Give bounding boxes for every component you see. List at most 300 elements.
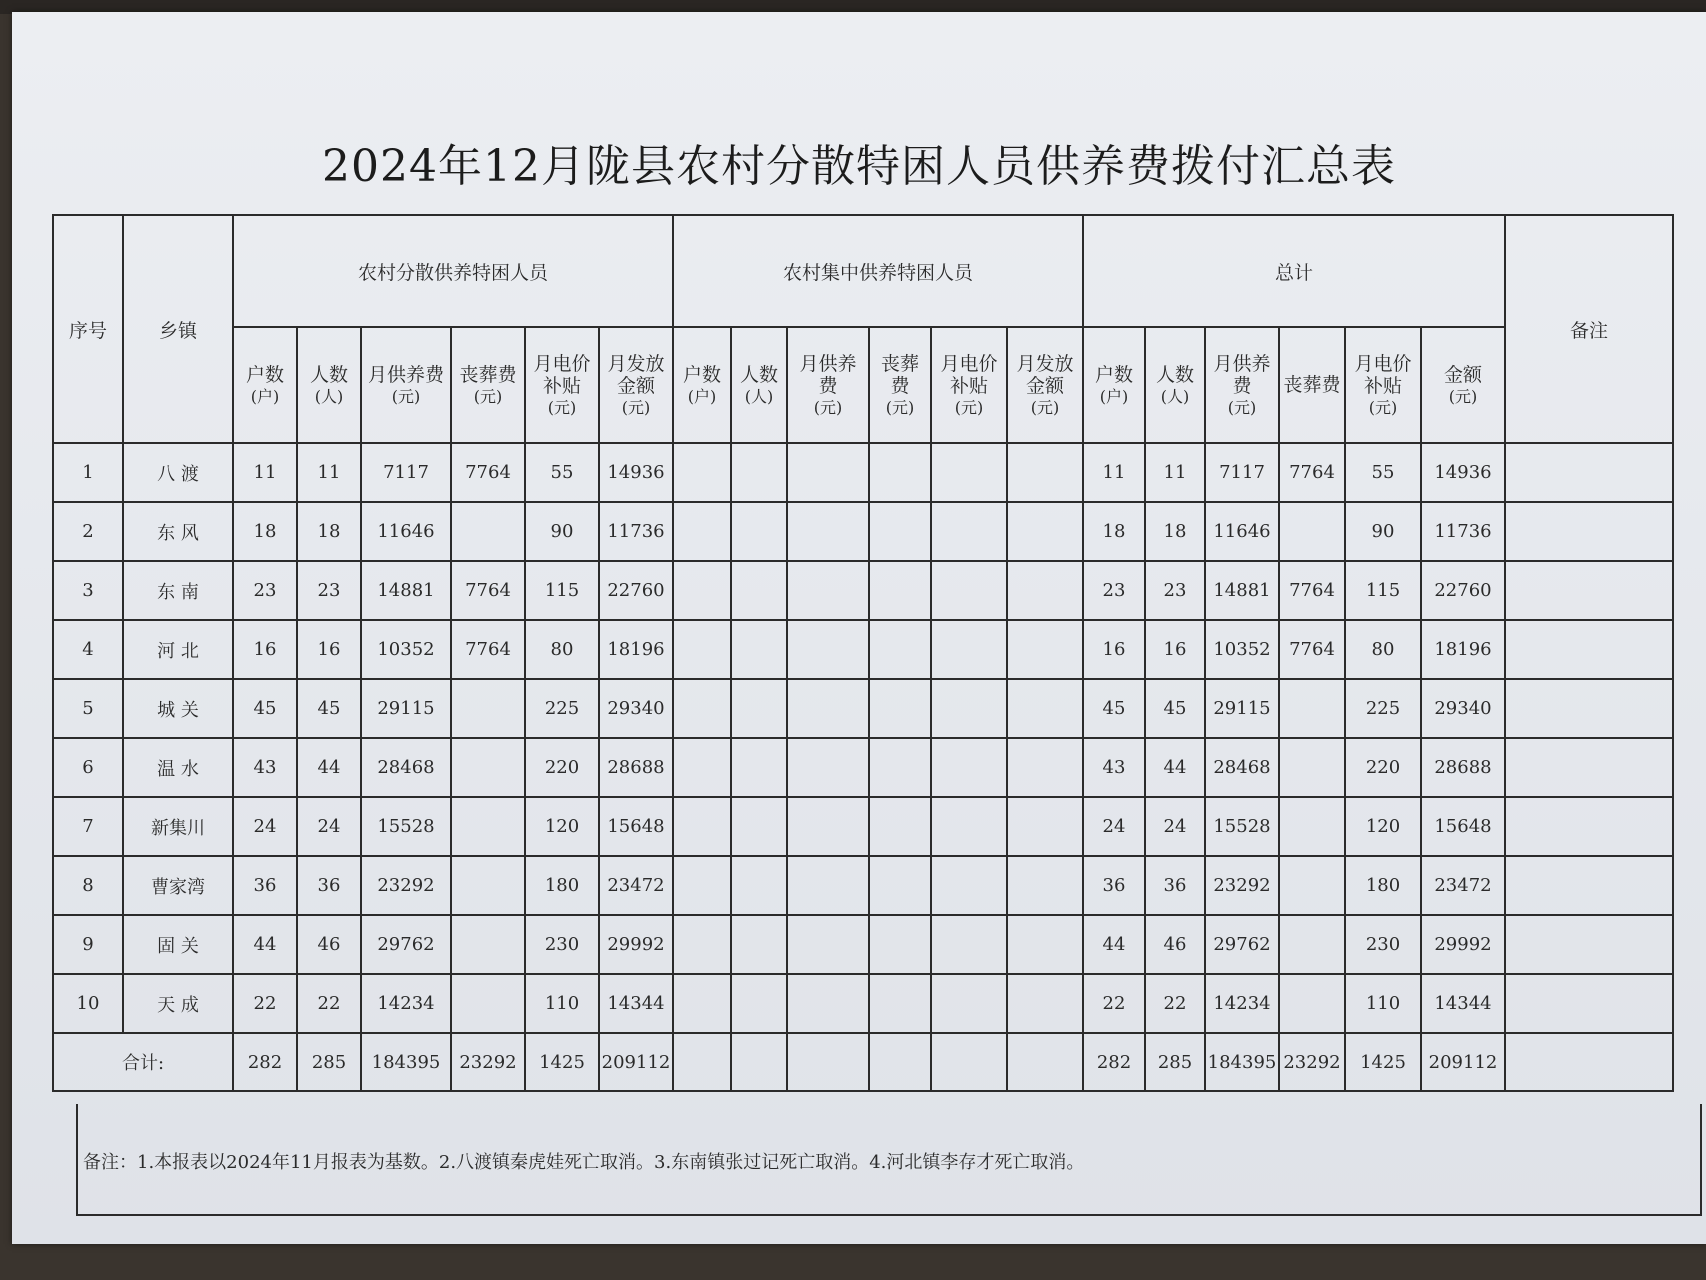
cell-total: 23292: [1205, 856, 1279, 915]
cell-centralized: [673, 561, 731, 620]
cell-total: 22: [1083, 974, 1145, 1033]
cell-centralized: [787, 679, 869, 738]
total-centralized: [673, 1033, 731, 1091]
cell-scattered: 230: [525, 915, 599, 974]
cell-total: 14234: [1205, 974, 1279, 1033]
cell-scattered: 225: [525, 679, 599, 738]
cell-total: 7117: [1205, 443, 1279, 502]
cell-total: 29115: [1205, 679, 1279, 738]
header-col-name: 丧葬 费: [880, 352, 919, 398]
cell-scattered: 14936: [599, 443, 673, 502]
cell-total: 44: [1083, 915, 1145, 974]
cell-scattered: 44: [297, 738, 361, 797]
header-s-col-5: [599, 327, 673, 443]
cell-town: 固 关: [123, 915, 233, 974]
header-col-name: 金额: [1443, 364, 1482, 386]
header-col-name: 丧葬费: [1283, 373, 1341, 396]
total-scattered: 282: [233, 1033, 297, 1091]
cell-centralized: [931, 502, 1007, 561]
cell-total: 24: [1083, 797, 1145, 856]
cell-scattered: 29762: [361, 915, 451, 974]
table-row: [53, 502, 1673, 561]
cell-scattered: 24: [297, 797, 361, 856]
cell-remark: [1505, 443, 1673, 502]
total-row: [53, 1033, 1673, 1091]
header-s-col-1: [297, 327, 361, 443]
cell-centralized: [869, 502, 931, 561]
table-row: [53, 974, 1673, 1033]
cell-scattered: 23: [297, 561, 361, 620]
cell-centralized: [869, 620, 931, 679]
header-col-name: 月电价 补贴: [940, 352, 998, 398]
header-c-col-4: [931, 327, 1007, 443]
cell-total: 29762: [1205, 915, 1279, 974]
cell-scattered: 18: [297, 502, 361, 561]
cell-town: 曹家湾: [123, 856, 233, 915]
cell-town: 东 风: [123, 502, 233, 561]
cell-centralized: [787, 974, 869, 1033]
header-town: 乡镇: [123, 215, 233, 443]
cell-total: 11736: [1421, 502, 1505, 561]
cell-scattered: 14881: [361, 561, 451, 620]
header-col-name: 月供养 费: [1213, 352, 1271, 398]
cell-centralized: [673, 443, 731, 502]
cell-centralized: [731, 679, 787, 738]
total-total: 1425: [1345, 1033, 1421, 1091]
cell-total: 180: [1345, 856, 1421, 915]
cell-total: 14936: [1421, 443, 1505, 502]
cell-seq: 3: [53, 561, 123, 620]
header-group-scattered: 农村分散供养特困人员: [233, 215, 673, 327]
cell-scattered: [451, 915, 525, 974]
cell-total: 44: [1145, 738, 1205, 797]
cell-total: 18: [1145, 502, 1205, 561]
cell-total: [1279, 856, 1345, 915]
cell-total: 55: [1345, 443, 1421, 502]
header-col-name: 月电价 补贴: [1354, 352, 1412, 398]
header-col-unit: (元): [954, 398, 984, 418]
cell-remark: [1505, 974, 1673, 1033]
cell-total: 45: [1083, 679, 1145, 738]
header-c-col-3: [869, 327, 931, 443]
header-col-name: 户数: [245, 364, 284, 386]
page-title: 2024年12月陇县农村分散特困人员供养费拨付汇总表: [322, 141, 1396, 192]
cell-scattered: 7764: [451, 620, 525, 679]
cell-total: 16: [1145, 620, 1205, 679]
cell-scattered: 10352: [361, 620, 451, 679]
header-t-col-0: [1083, 327, 1145, 443]
cell-scattered: 180: [525, 856, 599, 915]
total-total: 209112: [1421, 1033, 1505, 1091]
header-col-name: 人数: [739, 364, 778, 386]
total-label: 合计:: [53, 1033, 233, 1091]
header-col-name: 月发放 金额: [1016, 352, 1074, 398]
cell-scattered: 18196: [599, 620, 673, 679]
cell-seq: 7: [53, 797, 123, 856]
cell-centralized: [731, 797, 787, 856]
header-s-col-4: [525, 327, 599, 443]
header-col-name: 人数: [1155, 364, 1194, 386]
cell-total: 23: [1145, 561, 1205, 620]
header-col-unit: (人): [314, 386, 344, 406]
header-t-col-2: [1205, 327, 1279, 443]
cell-total: 22: [1145, 974, 1205, 1033]
header-col-unit: (人): [744, 386, 774, 406]
cell-scattered: 36: [297, 856, 361, 915]
cell-total: [1279, 679, 1345, 738]
cell-scattered: 23292: [361, 856, 451, 915]
cell-scattered: [451, 797, 525, 856]
cell-total: 10352: [1205, 620, 1279, 679]
cell-total: 23: [1083, 561, 1145, 620]
header-group-total: 总计: [1083, 215, 1505, 327]
cell-scattered: 36: [233, 856, 297, 915]
cell-total: 28688: [1421, 738, 1505, 797]
cell-scattered: 7764: [451, 561, 525, 620]
header-col-unit: (元): [813, 398, 843, 418]
cell-total: 11: [1083, 443, 1145, 502]
cell-centralized: [869, 561, 931, 620]
header-col-unit: (元): [547, 398, 577, 418]
cell-seq: 5: [53, 679, 123, 738]
cell-total: [1279, 738, 1345, 797]
cell-centralized: [731, 443, 787, 502]
header-c-col-5: [1007, 327, 1083, 443]
cell-scattered: 11646: [361, 502, 451, 561]
table-row: [53, 856, 1673, 915]
cell-total: 18196: [1421, 620, 1505, 679]
header-col-name: 户数: [682, 364, 721, 386]
header-group-centralized: 农村集中供养特困人员: [673, 215, 1083, 327]
cell-seq: 9: [53, 915, 123, 974]
cell-seq: 10: [53, 974, 123, 1033]
cell-total: 90: [1345, 502, 1421, 561]
header-col-name: 丧葬费: [459, 364, 517, 386]
cell-scattered: [451, 679, 525, 738]
header-s-col-0: [233, 327, 297, 443]
table-row: [53, 915, 1673, 974]
cell-scattered: [451, 974, 525, 1033]
cell-total: 36: [1145, 856, 1205, 915]
total-scattered: 184395: [361, 1033, 451, 1091]
header-col-name: 月发放 金额: [607, 352, 665, 398]
cell-centralized: [1007, 679, 1083, 738]
cell-seq: 6: [53, 738, 123, 797]
header-col-name: 月供养费: [367, 364, 444, 386]
cell-centralized: [787, 620, 869, 679]
cell-total: 29992: [1421, 915, 1505, 974]
cell-total: 15648: [1421, 797, 1505, 856]
cell-total: [1279, 974, 1345, 1033]
cell-centralized: [673, 620, 731, 679]
cell-total: [1279, 797, 1345, 856]
cell-total: 36: [1083, 856, 1145, 915]
total-centralized: [869, 1033, 931, 1091]
cell-scattered: 120: [525, 797, 599, 856]
cell-scattered: 11736: [599, 502, 673, 561]
cell-centralized: [787, 502, 869, 561]
cell-centralized: [787, 738, 869, 797]
table-row: [53, 679, 1673, 738]
cell-scattered: 45: [297, 679, 361, 738]
cell-scattered: 22: [297, 974, 361, 1033]
cell-centralized: [931, 974, 1007, 1033]
cell-centralized: [1007, 561, 1083, 620]
cell-total: 28468: [1205, 738, 1279, 797]
cell-town: 天 成: [123, 974, 233, 1033]
cell-centralized: [931, 561, 1007, 620]
cell-total: [1279, 502, 1345, 561]
total-scattered: 209112: [599, 1033, 673, 1091]
cell-total: 22760: [1421, 561, 1505, 620]
cell-centralized: [931, 738, 1007, 797]
cell-centralized: [787, 856, 869, 915]
cell-centralized: [673, 974, 731, 1033]
cell-total: 7764: [1279, 443, 1345, 502]
cell-centralized: [1007, 443, 1083, 502]
header-col-unit: (元): [621, 398, 651, 418]
cell-centralized: [1007, 915, 1083, 974]
total-total: 23292: [1279, 1033, 1345, 1091]
cell-scattered: 29340: [599, 679, 673, 738]
cell-centralized: [731, 974, 787, 1033]
cell-scattered: 115: [525, 561, 599, 620]
cell-centralized: [869, 974, 931, 1033]
cell-total: 14881: [1205, 561, 1279, 620]
total-scattered: 1425: [525, 1033, 599, 1091]
header-t-col-5: [1421, 327, 1505, 443]
cell-centralized: [869, 443, 931, 502]
cell-centralized: [673, 856, 731, 915]
cell-total: 7764: [1279, 561, 1345, 620]
cell-total: 16: [1083, 620, 1145, 679]
cell-centralized: [869, 856, 931, 915]
cell-scattered: 29115: [361, 679, 451, 738]
cell-scattered: 22760: [599, 561, 673, 620]
cell-total: 18: [1083, 502, 1145, 561]
header-col-name: 户数: [1094, 364, 1133, 386]
cell-town: 温 水: [123, 738, 233, 797]
table-row: [53, 561, 1673, 620]
total-centralized: [1007, 1033, 1083, 1091]
cell-scattered: 14344: [599, 974, 673, 1033]
cell-scattered: 80: [525, 620, 599, 679]
cell-total: 230: [1345, 915, 1421, 974]
cell-centralized: [931, 443, 1007, 502]
cell-centralized: [787, 561, 869, 620]
header-col-name: 月电价 补贴: [533, 352, 591, 398]
cell-seq: 8: [53, 856, 123, 915]
header-row-groups: [53, 215, 1673, 327]
cell-centralized: [1007, 856, 1083, 915]
cell-centralized: [931, 856, 1007, 915]
cell-seq: 2: [53, 502, 123, 561]
cell-scattered: 15648: [599, 797, 673, 856]
total-total: 282: [1083, 1033, 1145, 1091]
cell-scattered: 28688: [599, 738, 673, 797]
cell-centralized: [931, 679, 1007, 738]
cell-centralized: [931, 915, 1007, 974]
cell-remark: [1505, 679, 1673, 738]
header-col-name: 月供养 费: [799, 352, 857, 398]
cell-scattered: 43: [233, 738, 297, 797]
table-row: [53, 620, 1673, 679]
table-body: [53, 443, 1673, 1091]
total-scattered: 23292: [451, 1033, 525, 1091]
header-c-col-1: [731, 327, 787, 443]
cell-centralized: [1007, 738, 1083, 797]
cell-total: 115: [1345, 561, 1421, 620]
header-c-col-0: [673, 327, 731, 443]
cell-centralized: [673, 738, 731, 797]
header-seq: 序号: [53, 215, 123, 443]
cell-centralized: [731, 856, 787, 915]
cell-scattered: 90: [525, 502, 599, 561]
summary-table: [52, 214, 1674, 1092]
cell-centralized: [673, 797, 731, 856]
header-col-unit: (人): [1160, 386, 1190, 406]
cell-remark: [1505, 738, 1673, 797]
total-total: 184395: [1205, 1033, 1279, 1091]
cell-total: 120: [1345, 797, 1421, 856]
header-col-name: 人数: [309, 364, 348, 386]
header-remark: 备注: [1505, 215, 1673, 443]
cell-total: 11646: [1205, 502, 1279, 561]
cell-scattered: 28468: [361, 738, 451, 797]
table-row: [53, 443, 1673, 502]
header-col-unit: (元): [391, 386, 421, 406]
header-col-unit: (元): [1227, 398, 1257, 418]
cell-scattered: 16: [233, 620, 297, 679]
cell-scattered: 46: [297, 915, 361, 974]
cell-total: 7764: [1279, 620, 1345, 679]
total-total: 285: [1145, 1033, 1205, 1091]
cell-scattered: 45: [233, 679, 297, 738]
total-remark: [1505, 1033, 1673, 1091]
cell-scattered: 22: [233, 974, 297, 1033]
cell-centralized: [1007, 974, 1083, 1033]
cell-total: 225: [1345, 679, 1421, 738]
total-scattered: 285: [297, 1033, 361, 1091]
cell-centralized: [673, 502, 731, 561]
cell-total: 29340: [1421, 679, 1505, 738]
header-col-unit: (户): [1099, 386, 1129, 406]
cell-scattered: 29992: [599, 915, 673, 974]
cell-total: 15528: [1205, 797, 1279, 856]
cell-scattered: 15528: [361, 797, 451, 856]
header-s-col-2: [361, 327, 451, 443]
cell-total: 11: [1145, 443, 1205, 502]
cell-total: 80: [1345, 620, 1421, 679]
header-t-col-1: [1145, 327, 1205, 443]
header-t-col-4: [1345, 327, 1421, 443]
cell-centralized: [931, 797, 1007, 856]
cell-total: 110: [1345, 974, 1421, 1033]
cell-centralized: [673, 915, 731, 974]
cell-scattered: 220: [525, 738, 599, 797]
cell-centralized: [869, 797, 931, 856]
cell-centralized: [1007, 797, 1083, 856]
cell-town: 新集川: [123, 797, 233, 856]
header-col-unit: (元): [885, 398, 915, 418]
table-row: [53, 738, 1673, 797]
header-s-col-3: [451, 327, 525, 443]
cell-centralized: [731, 915, 787, 974]
cell-scattered: [451, 502, 525, 561]
cell-scattered: [451, 856, 525, 915]
header-t-col-3: [1279, 327, 1345, 443]
cell-total: 43: [1083, 738, 1145, 797]
cell-centralized: [869, 738, 931, 797]
cell-town: 城 关: [123, 679, 233, 738]
total-centralized: [931, 1033, 1007, 1091]
cell-town: 东 南: [123, 561, 233, 620]
header-c-col-2: [787, 327, 869, 443]
footnote: 备注：1.本报表以2024年11月报表为基数。2.八渡镇秦虎娃死亡取消。3.东南镇张过记死亡取消。4.河北镇李存才死亡取消。: [83, 1152, 1085, 1173]
cell-scattered: [451, 738, 525, 797]
cell-centralized: [731, 738, 787, 797]
cell-remark: [1505, 915, 1673, 974]
cell-scattered: 55: [525, 443, 599, 502]
cell-centralized: [673, 679, 731, 738]
cell-scattered: 18: [233, 502, 297, 561]
header-row-columns: [53, 327, 1673, 443]
cell-centralized: [731, 502, 787, 561]
cell-total: 24: [1145, 797, 1205, 856]
cell-seq: 1: [53, 443, 123, 502]
table-row: [53, 797, 1673, 856]
header-col-unit: (元): [1030, 398, 1060, 418]
cell-scattered: 11: [297, 443, 361, 502]
cell-scattered: 44: [233, 915, 297, 974]
cell-remark: [1505, 797, 1673, 856]
cell-scattered: 14234: [361, 974, 451, 1033]
cell-total: 220: [1345, 738, 1421, 797]
cell-scattered: 7117: [361, 443, 451, 502]
cell-centralized: [787, 915, 869, 974]
cell-centralized: [731, 561, 787, 620]
cell-scattered: 16: [297, 620, 361, 679]
cell-total: 46: [1145, 915, 1205, 974]
cell-centralized: [931, 620, 1007, 679]
total-centralized: [731, 1033, 787, 1091]
cell-seq: 4: [53, 620, 123, 679]
cell-total: 45: [1145, 679, 1205, 738]
total-centralized: [787, 1033, 869, 1091]
header-col-unit: (元): [473, 386, 503, 406]
cell-scattered: 24: [233, 797, 297, 856]
cell-centralized: [1007, 502, 1083, 561]
cell-centralized: [869, 915, 931, 974]
cell-remark: [1505, 502, 1673, 561]
cell-centralized: [787, 443, 869, 502]
cell-scattered: 23: [233, 561, 297, 620]
cell-scattered: 11: [233, 443, 297, 502]
cell-centralized: [787, 797, 869, 856]
cell-scattered: 110: [525, 974, 599, 1033]
header-col-unit: (户): [687, 386, 717, 406]
cell-town: 八 渡: [123, 443, 233, 502]
cell-scattered: 23472: [599, 856, 673, 915]
header-col-unit: (元): [1448, 386, 1478, 406]
cell-centralized: [731, 620, 787, 679]
cell-scattered: 7764: [451, 443, 525, 502]
cell-centralized: [1007, 620, 1083, 679]
cell-remark: [1505, 856, 1673, 915]
cell-total: 23472: [1421, 856, 1505, 915]
cell-town: 河 北: [123, 620, 233, 679]
cell-total: [1279, 915, 1345, 974]
